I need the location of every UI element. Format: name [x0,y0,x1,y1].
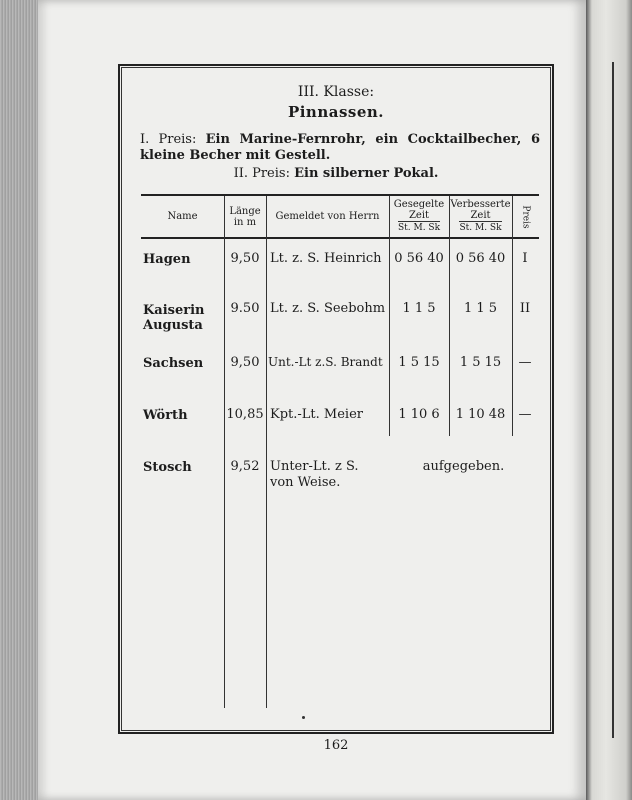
header-sailed-time [389,196,449,237]
facing-page-frame [612,62,614,738]
header-corrected-line1: Verbesserte [450,199,511,210]
facing-page-edge [586,0,632,800]
row-hagen-prize: I [522,251,528,266]
first-prize-text: Ein Marine-Fernrohr, ein Cocktailbecher, 6 kleine Becher mit Gestell. [140,132,540,163]
header-corrected-line2: Zeit [470,210,491,221]
header-length [224,196,266,237]
second-prize [118,166,554,181]
page-number: 162 [323,738,349,753]
row-woerth-length: 10,85 [226,407,264,422]
second-prize-text: Ein silberner Pokal. [294,166,439,181]
header-sailed-units: St. M. Sk [397,223,441,233]
row-stosch-length: 9,52 [230,459,260,474]
header-length-line1: Länge [229,205,261,217]
row-sachsen-name: Sachsen [143,356,204,371]
table-header-rule [141,237,539,239]
row-kaiserin-augusta-corrected: 1 1 5 [463,301,498,316]
row-sachsen-reported: Unt.-Lt z.S. Brandt [268,355,383,369]
col-separator-name [224,196,225,708]
row-kaiserin-augusta-reported: Lt. z. S. Seebohm [270,301,386,316]
class-heading: III. Klasse: [297,84,375,100]
row-hagen-length: 9,50 [230,251,260,266]
header-length-line2: in m [233,216,257,228]
section-title: Pinnassen. [287,103,385,121]
header-prize [514,196,538,237]
row-woerth-corrected: 1 10 48 [455,407,506,422]
row-woerth-prize: — [518,407,532,422]
row-sachsen-length: 9,50 [230,355,260,370]
header-corrected-units: St. M. Sk [459,223,502,233]
row-stosch-name: Stosch [143,460,192,475]
row-hagen-reported: Lt. z. S. Heinrich [270,251,382,266]
row-woerth-sailed: 1 10 6 [398,407,440,422]
header-reported-by: Gemeldet von Herrn [275,211,380,222]
ink-speck [302,716,305,719]
header-sailed-line1: Gesegelte [393,199,445,210]
row-sachsen-prize: — [518,355,532,370]
row-hagen-sailed: 0 56 40 [394,251,444,266]
row-hagen-name: Hagen [143,252,191,267]
row-kaiserin-augusta-name: Kaiserin Augusta [143,303,205,333]
header-name: Name [167,211,198,222]
row-kaiserin-augusta-length: 9.50 [230,301,260,316]
row-stosch-reported: Unter-Lt. z S. von Weise. [270,459,359,490]
row-kaiserin-augusta-prize: II [519,301,531,316]
second-prize-label: II. Preis: [233,166,290,181]
header-prize-label: Preis [521,204,531,229]
first-prize [140,132,540,164]
header-sailed-line2: Zeit [408,210,430,221]
row-hagen-corrected: 0 56 40 [455,251,506,266]
row-sachsen-corrected: 1 5 15 [459,355,502,370]
book-page-stack-left [0,0,40,800]
col-separator-corrected [512,196,513,436]
row-stosch-status: aufgegeben. [422,459,505,474]
row-kaiserin-augusta-sailed: 1 1 5 [402,301,436,316]
header-corrected-time [449,196,512,237]
row-woerth-reported: Kpt.-Lt. Meier [270,407,363,422]
first-prize-label: I. Preis: [140,132,197,147]
row-sachsen-sailed: 1 5 15 [398,355,440,370]
row-woerth-name: Wörth [143,408,188,423]
col-separator-length [266,196,267,708]
